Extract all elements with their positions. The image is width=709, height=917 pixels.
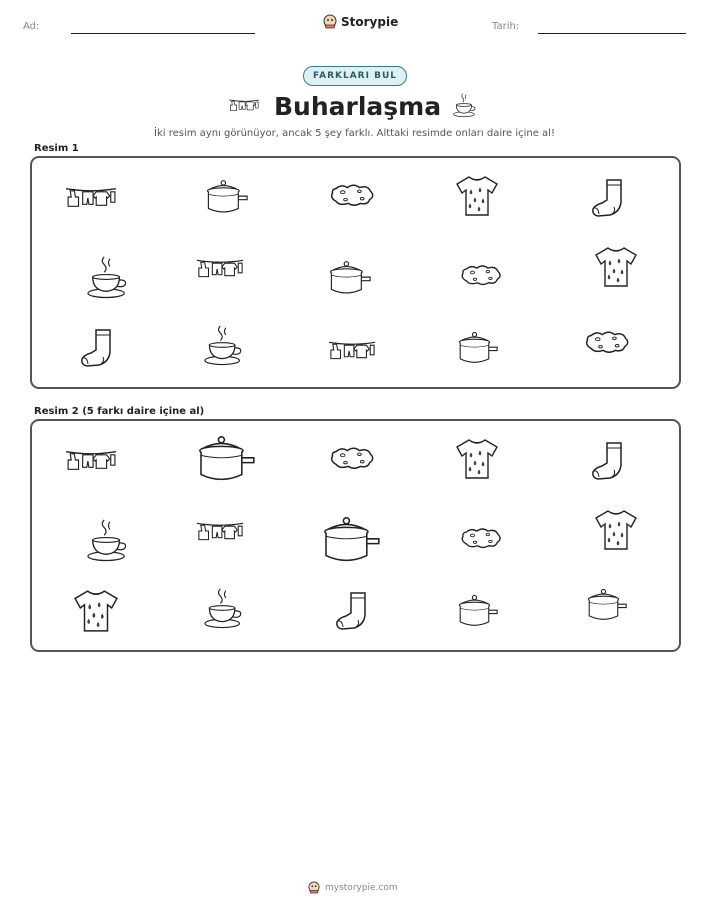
puddle-icon	[583, 329, 631, 355]
clothesline-icon	[328, 336, 376, 364]
tshirt-icon	[455, 174, 499, 218]
clothesline-title-icon	[228, 97, 260, 113]
steaming-cup-icon	[87, 255, 129, 299]
picture-2-panel	[30, 419, 681, 652]
footer-url[interactable]: mystorypie.com	[325, 882, 398, 893]
steaming-cup-icon	[204, 322, 244, 368]
tshirt-icon	[594, 508, 638, 552]
sock-icon	[79, 328, 115, 368]
clothesline-icon	[65, 445, 117, 475]
pot-icon	[204, 178, 248, 216]
footer	[308, 881, 398, 894]
tshirt-icon	[455, 437, 499, 481]
puzzle-type-badge: FARKLARI BUL	[303, 66, 407, 86]
name-field[interactable]	[71, 33, 255, 34]
pot-icon	[456, 592, 498, 630]
storypie-mascot-icon	[323, 14, 337, 29]
storypie-mascot-icon	[308, 881, 320, 894]
clothesline-icon	[196, 517, 244, 545]
pot-icon	[456, 329, 498, 367]
tshirt-icon	[594, 245, 638, 289]
puddle-icon	[459, 526, 503, 550]
name-label: Ad:	[23, 21, 40, 32]
pot-icon	[585, 586, 627, 624]
steaming-cup-icon	[87, 518, 129, 562]
sock-icon	[590, 441, 626, 481]
sock-icon	[590, 178, 626, 218]
pot-icon	[327, 259, 371, 297]
steaming-cup-icon	[204, 585, 244, 631]
steaming-cup-title-icon	[453, 92, 477, 118]
instructions: İki resim aynı görünüyor, ancak 5 şey farklı. Alttaki resimde onları daire içine al!	[154, 128, 555, 139]
clothesline-icon	[196, 254, 244, 282]
date-label: Tarih:	[492, 21, 520, 32]
section1-label: Resim 1	[34, 143, 79, 154]
section2-label: Resim 2 (5 farkı daire içine al)	[34, 406, 205, 417]
tshirt-icon	[73, 588, 119, 634]
brand-name: Storypie	[341, 14, 399, 29]
date-field[interactable]	[538, 33, 686, 34]
page-title: Buharlaşma	[274, 92, 442, 121]
puddle-icon	[328, 182, 376, 208]
picture-1-panel	[30, 156, 681, 389]
pot-icon	[195, 433, 255, 485]
sock-icon	[334, 591, 370, 631]
puddle-icon	[328, 445, 376, 471]
clothesline-icon	[65, 182, 117, 212]
pot-icon	[320, 514, 380, 566]
brand-logo	[323, 14, 398, 29]
puddle-icon	[459, 263, 503, 287]
